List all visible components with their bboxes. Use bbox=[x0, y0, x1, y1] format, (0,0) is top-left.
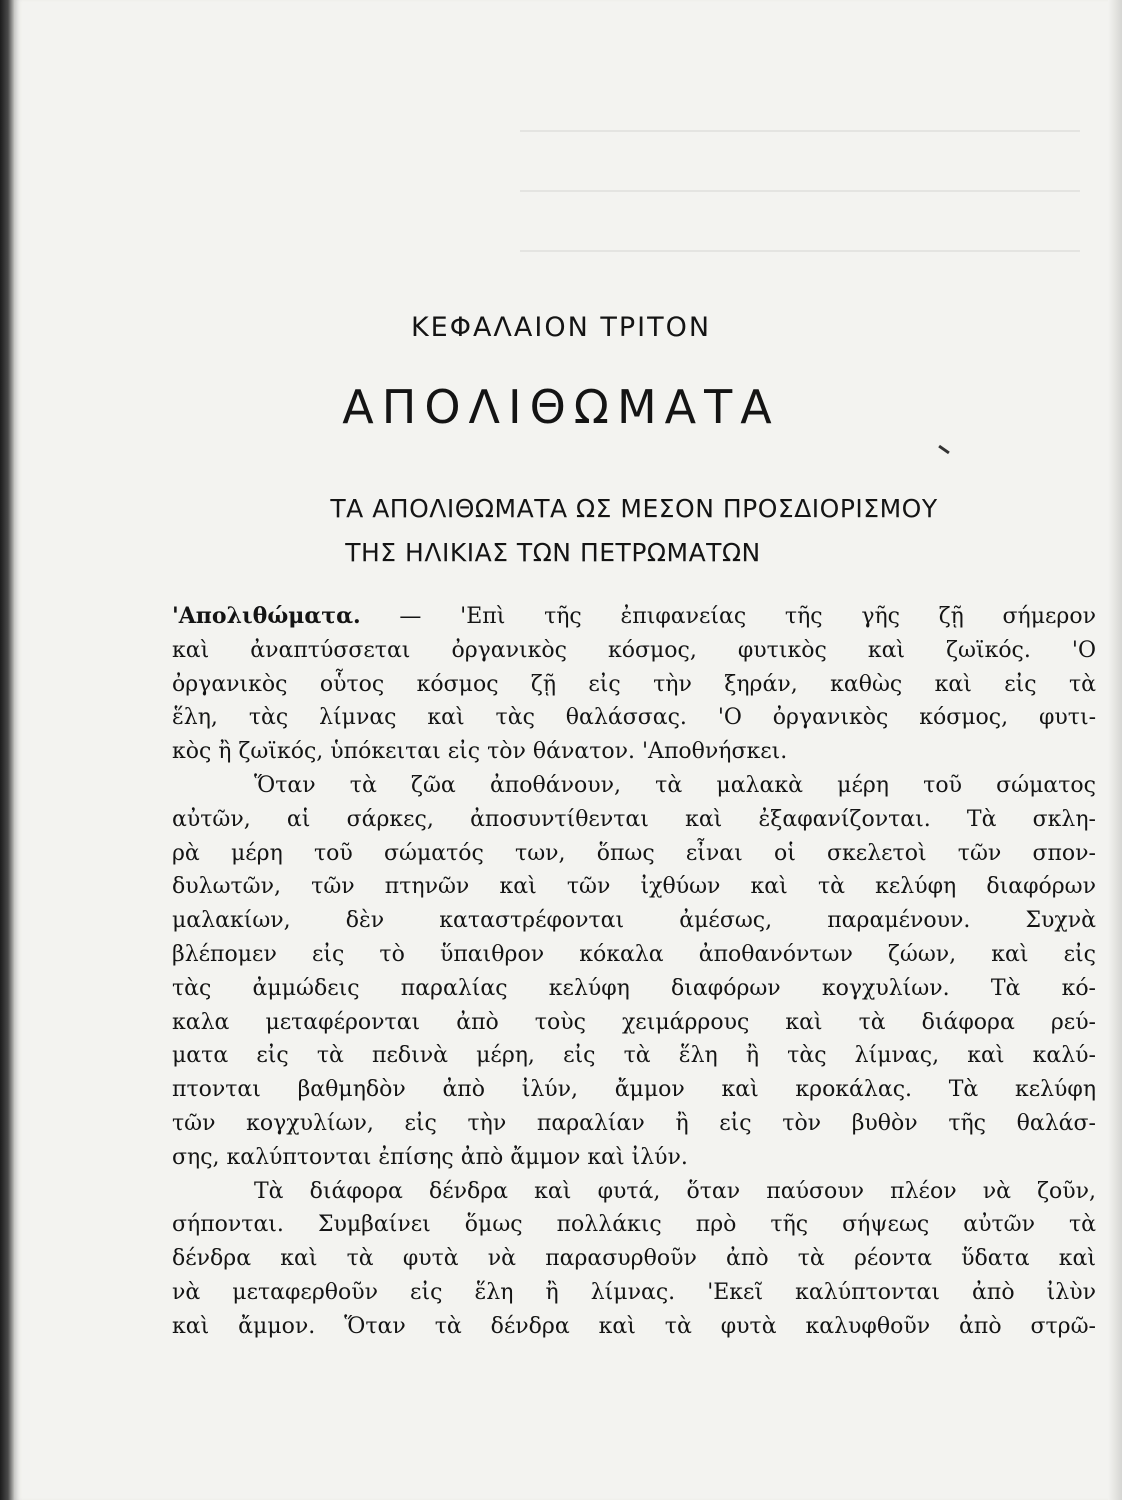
text-line: τῶν κογχυλίων, εἰς τὴν παραλίαν ἢ εἰς τὸν βυθὸν τῆς θαλάσ- bbox=[172, 1110, 1096, 1136]
text-line: τὰς ἀμμώδεις παραλίας κελύφη διαφόρων κογχυλίων. Τὰ κό- bbox=[172, 975, 1096, 1001]
text-line: δένδρα καὶ τὰ φυτὰ νὰ παρασυρθοῦν ἀπὸ τὰ ρέοντα ὕδατα καὶ bbox=[172, 1246, 1096, 1272]
text-line: Ὅταν τὰ ζῶα ἀποθάνουν, τὰ μαλακὰ μέρη τοῦ σώματος bbox=[254, 772, 1096, 798]
paragraph-lead: 'Απολιθώματα. bbox=[172, 603, 361, 629]
text-line: καὶ ἀναπτύσσεται ὀργανικὸς κόσμος, φυτικὸς καὶ ζωϊκός. 'Ο bbox=[172, 637, 1096, 663]
page-edge bbox=[1108, 0, 1122, 1500]
text-line: ὀργανικὸς οὗτος κόσμος ζῇ εἰς τὴν ξηράν, καθὼς καὶ εἰς τὰ bbox=[172, 671, 1096, 697]
chapter-label: ΚΕΦΑΛΑΙΟΝ ΤΡΙΤΟΝ bbox=[410, 312, 712, 343]
text-line: καλα μεταφέρονται ἀπὸ τοὺς χειμάρρους καὶ τὰ διάφορα ρεύ- bbox=[172, 1009, 1096, 1035]
text-line: βλέπομεν εἰς τὸ ὕπαιθρον κόκαλα ἀποθανόντων ζώων, καὶ εἰς bbox=[172, 941, 1096, 967]
text-line: κὸς ἢ ζωϊκός, ὑπόκειται εἰς τὸν θάνατον. 'Αποθνήσκει. bbox=[172, 739, 788, 765]
text-line: σήπονται. Συμβαίνει ὅμως πολλάκις πρὸ τῆς σήψεως αὐτῶν τὰ bbox=[172, 1212, 1096, 1238]
scan-binding-shadow bbox=[0, 0, 14, 1500]
text-line: σης, καλύπτονται ἐπίσης ἀπὸ ἄμμον καὶ ἰλύν. bbox=[172, 1144, 688, 1170]
text-line: ματα εἰς τὰ πεδινὰ μέρη, εἰς τὰ ἕλη ἢ τὰς λίμνας, καὶ καλύ- bbox=[172, 1043, 1096, 1069]
text-line bbox=[172, 600, 1096, 634]
text-line: μαλακίων, δὲν καταστρέφονται ἀμέσως, παραμένουν. Συχνὰ bbox=[172, 908, 1096, 934]
text-line: πτονται βαθμηδὸν ἀπὸ ἰλύν, ἄμμον καὶ κροκάλας. Τὰ κελύφη bbox=[172, 1077, 1096, 1103]
bleed-through-line bbox=[520, 130, 1080, 132]
text-line: νὰ μεταφερθοῦν εἰς ἕλη ἢ λίμνας. 'Εκεῖ καλύπτονται ἀπὸ ἰλὺν bbox=[172, 1279, 1096, 1305]
bleed-through-line bbox=[520, 190, 1080, 192]
text-line: Τὰ διάφορα δένδρα καὶ φυτά, ὅταν παύσουν πλέον νὰ ζοῦν, bbox=[254, 1178, 1096, 1204]
section-title-line-2: ΤΗΣ ΗΛΙΚΙΑΣ ΤΩΝ ΠΕΤΡΩΜΑΤΩΝ bbox=[345, 538, 761, 567]
text-line: ἕλη, τὰς λίμνας καὶ τὰς θαλάσσας. 'Ο ὀργανικὸς κόσμος, φυτι- bbox=[172, 705, 1096, 731]
bleed-through-line bbox=[520, 250, 1080, 252]
text-run: — 'Επὶ τῆς ἐπιφανείας τῆς γῆς ζῇ σήμερον bbox=[360, 604, 1096, 629]
text-line: αὐτῶν, αἱ σάρκες, ἀποσυντίθενται καὶ ἐξαφανίζονται. Τὰ σκλη- bbox=[172, 806, 1096, 832]
text-line: ρὰ μέρη τοῦ σώματός των, ὅπως εἶναι οἱ σκελετοὶ τῶν σπον- bbox=[172, 840, 1096, 866]
section-title-line-1: ΤΑ ΑΠΟΛΙΘΩΜΑΤΑ ΩΣ ΜΕΣΟΝ ΠΡΟΣΔΙΟΡΙΣΜΟΥ bbox=[330, 494, 938, 523]
chapter-title: ΑΠΟΛΙΘΩΜΑΤΑ bbox=[342, 380, 780, 434]
body-text bbox=[172, 600, 1096, 1344]
text-line: καὶ ἄμμον. Ὅταν τὰ δένδρα καὶ τὰ φυτὰ καλυφθοῦν ἀπὸ στρῶ- bbox=[172, 1313, 1096, 1339]
text-line: δυλωτῶν, τῶν πτηνῶν καὶ τῶν ἰχθύων καὶ τὰ κελύφη διαφόρων bbox=[172, 874, 1096, 900]
